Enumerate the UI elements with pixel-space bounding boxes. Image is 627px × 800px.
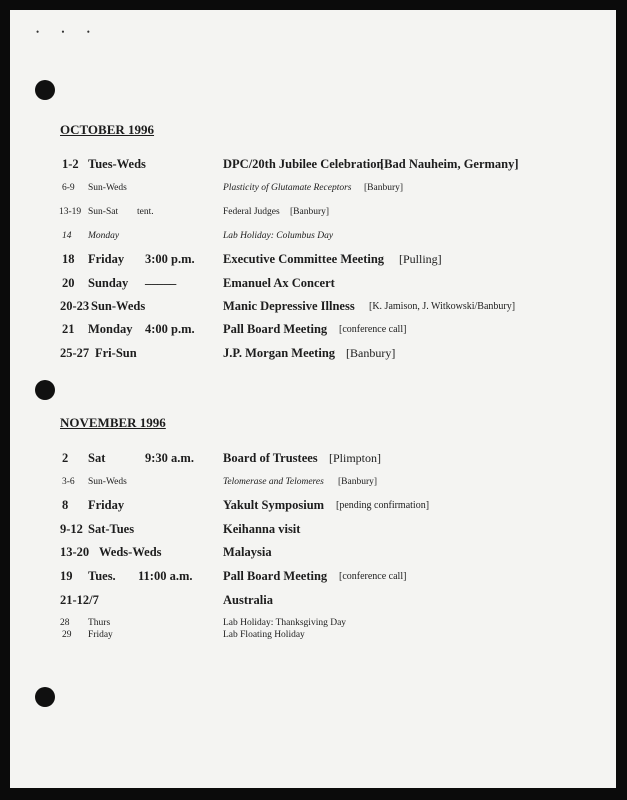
schedule-row (0, 252, 606, 268)
row-day: Friday (88, 252, 125, 266)
row-time: tent. (137, 207, 154, 217)
row-date: 8 (62, 498, 69, 512)
row-event: Keihanna visit (223, 522, 301, 536)
section-title-october: OCTOBER 1996 (60, 122, 155, 137)
punch-hole-bottom (35, 687, 55, 707)
row-note: [Pulling] (399, 252, 442, 266)
row-date: 28 (60, 618, 70, 628)
row-date: 9-12 (60, 522, 83, 536)
schedule-row (0, 322, 606, 338)
row-note: [Banbury] (346, 346, 396, 360)
row-event: Telomerase and Telomeres (223, 477, 324, 487)
row-time: 3:00 p.m. (145, 252, 195, 266)
row-event: Plasticity of Glutamate Receptors (223, 183, 352, 193)
row-day: Friday (88, 630, 113, 640)
row-event: Board of Trustees (223, 451, 318, 465)
paper-specks: • • • (36, 27, 100, 37)
row-note: [Banbury] (338, 477, 378, 487)
row-day: Monday (88, 231, 120, 241)
row-day: Thurs (88, 618, 111, 628)
schedule-row (0, 593, 606, 609)
row-date: 3-6 (62, 477, 75, 487)
row-event: Lab Floating Holiday (223, 630, 305, 640)
row-day: Sunday (88, 276, 129, 290)
row-note: [conference call] (339, 571, 407, 582)
schedule-row (0, 569, 606, 585)
row-day: Sun-Weds (88, 477, 127, 487)
row-event: Lab Holiday: Thanksgiving Day (223, 618, 347, 628)
row-day: Tues-Weds (88, 157, 146, 171)
row-date: 21-12/7 (60, 593, 99, 607)
row-event: Pall Board Meeting (223, 569, 328, 583)
row-day: Sat-Tues (88, 522, 135, 536)
schedule-row (0, 630, 606, 646)
schedule-row (0, 299, 606, 315)
row-date: 6-9 (62, 183, 75, 193)
row-day: Tues. (88, 569, 116, 583)
row-day: Friday (88, 498, 125, 512)
schedule-row (0, 272, 606, 292)
row-event: Pall Board Meeting (223, 322, 328, 336)
row-event: J.P. Morgan Meeting (223, 346, 336, 360)
row-time: 9:30 a.m. (145, 451, 194, 465)
row-note: [Bad Nauheim, Germany] (380, 157, 519, 171)
punch-hole-top (35, 80, 55, 100)
row-date: 1-2 (62, 157, 79, 171)
row-date: 20 (62, 276, 75, 290)
row-note: [Banbury] (290, 207, 330, 217)
row-date: 13-20 (60, 545, 90, 559)
row-event: Manic Depressive Illness (223, 299, 355, 313)
row-date: 29 (62, 630, 72, 640)
row-date: 14 (62, 231, 72, 241)
schedule-row (0, 498, 606, 514)
punch-hole-middle (35, 380, 55, 400)
schedule-row (0, 522, 606, 538)
row-day: Sun-Sat (88, 207, 119, 217)
row-date: 25-27 (60, 346, 90, 360)
schedule-row (0, 207, 606, 223)
row-note: [Plimpton] (329, 451, 382, 465)
row-time: _____ (145, 272, 177, 286)
row-date: 20-23 (60, 299, 90, 313)
row-day: Sat (88, 451, 106, 465)
row-date: 2 (62, 451, 69, 465)
row-date: 19 (60, 569, 73, 583)
section-title-november: NOVEMBER 1996 (60, 415, 166, 430)
row-event: Malaysia (223, 545, 272, 559)
row-note: [Banbury] (364, 183, 404, 193)
row-event: Executive Committee Meeting (223, 252, 385, 266)
schedule-row (0, 157, 606, 173)
row-event: DPC/20th Jubilee Celebration (223, 157, 384, 171)
row-day: Sun-Weds (91, 299, 146, 313)
schedule-row (0, 231, 606, 247)
row-event: Federal Judges (223, 207, 280, 217)
schedule-row (0, 346, 606, 362)
row-note: [K. Jamison, J. Witkowski/Banbury] (369, 301, 516, 312)
row-date: 13-19 (59, 207, 82, 217)
schedule-row (0, 183, 606, 199)
row-time: 11:00 a.m. (138, 569, 193, 583)
row-day: Monday (88, 322, 133, 336)
row-day: Weds-Weds (99, 545, 162, 559)
row-time: 4:00 p.m. (145, 322, 195, 336)
row-date: 21 (62, 322, 75, 336)
schedule-row (0, 477, 606, 493)
schedule-row (0, 451, 606, 467)
row-event: Australia (223, 593, 273, 607)
row-event: Emanuel Ax Concert (223, 276, 335, 290)
row-event: Lab Holiday: Columbus Day (223, 231, 334, 241)
row-event: Yakult Symposium (223, 498, 325, 512)
schedule-row (0, 545, 606, 561)
row-day: Fri-Sun (95, 346, 137, 360)
row-note: [pending confirmation] (336, 500, 430, 511)
row-day: Sun-Weds (88, 183, 127, 193)
row-date: 18 (62, 252, 75, 266)
row-note: [conference call] (339, 324, 407, 335)
